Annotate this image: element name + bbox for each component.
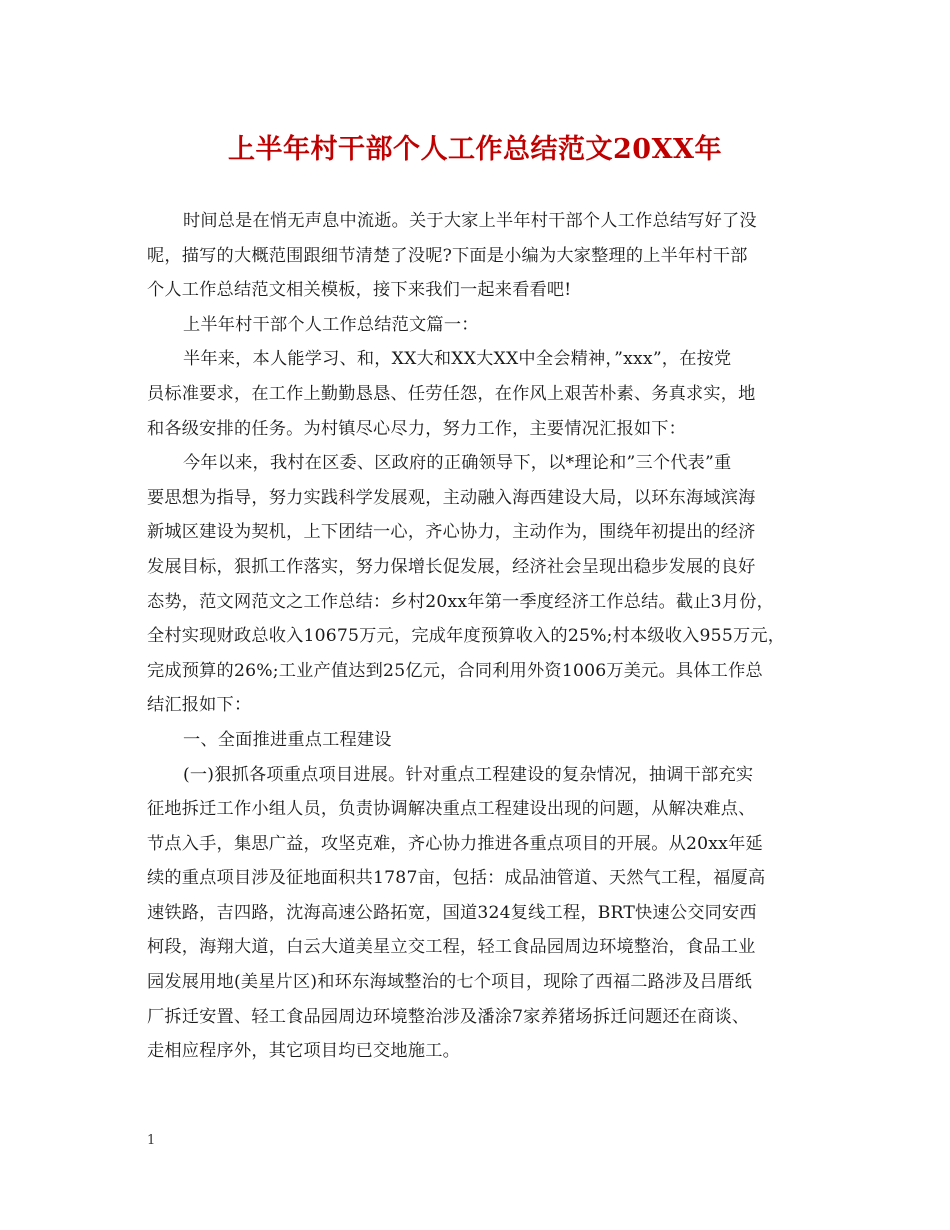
body-line: 呢，描写的大概范围跟细节清楚了没呢?下面是小编为大家整理的上半年村干部 bbox=[147, 245, 748, 266]
body-line: 续的重点项目涉及征地面积共1787亩，包括：成品油管道、天然气工程，福厦高 bbox=[147, 868, 766, 889]
body-line: 结汇报如下： bbox=[147, 695, 252, 716]
document-body bbox=[147, 204, 812, 1069]
body-line: 上半年村干部个人工作总结范文篇一： bbox=[183, 314, 479, 335]
body-line: 时间总是在悄无声息中流逝。关于大家上半年村干部个人工作总结写好了没 bbox=[183, 211, 757, 231]
body-line: 态势，范文网范文之工作总结：乡村20xx年第一季度经济工作总结。截止3月份， bbox=[147, 591, 774, 612]
body-line: 全村实现财政总收入10675万元，完成年度预算收入的25%;村本级收入955万元， bbox=[147, 626, 786, 647]
body-line: 速铁路，吉四路，沈海高速公路拓宽，国道324复线工程，BRT快速公交同安西 bbox=[147, 902, 757, 923]
page-number: 1 bbox=[147, 1133, 156, 1148]
body-line: 厂拆迁安置、轻工食品园周边环境整治涉及潘涂7家养猪场拆迁问题还在商谈、 bbox=[147, 1006, 750, 1027]
body-line: 发展目标，狠抓工作落实，努力保增长促发展，经济社会呈现出稳步发展的良好 bbox=[147, 556, 756, 577]
body-line: 一、全面推进重点工程建设 bbox=[183, 729, 392, 750]
body-line: 走相应程序外，其它项目均已交地施工。 bbox=[147, 1041, 460, 1062]
body-line: 要思想为指导，努力实践科学发展观，主动融入海西建设大局，以环东海域滨海 bbox=[147, 487, 756, 508]
body-line: 柯段，海翔大道，白云大道美星立交工程，轻工食品园周边环境整治，食品工业 bbox=[147, 937, 756, 958]
body-line: 园发展用地(美星片区)和环东海域整治的七个项目，现除了西福二路涉及吕厝纸 bbox=[147, 972, 752, 993]
body-line: (一)狠抓各项重点项目进展。针对重点工程建设的复杂情况，抽调干部充实 bbox=[183, 764, 754, 785]
body-line: 征地拆迁工作小组人员，负责协调解决重点工程建设出现的问题，从解决难点、 bbox=[147, 799, 756, 820]
body-line: 今年以来，我村在区委、区政府的正确领导下，以*理论和”三个代表”重 bbox=[183, 453, 732, 474]
document-title: 上半年村干部个人工作总结范文20XX年 bbox=[228, 134, 722, 165]
body-line: 节点入手，集思广益，攻坚克难，齐心协力推进各重点项目的开展。从20xx年延 bbox=[147, 833, 763, 854]
body-line: 新城区建设为契机，上下团结一心，齐心协力，主动作为，围绕年初提出的经济 bbox=[147, 522, 756, 543]
body-line: 和各级安排的任务。为村镇尽心尽力，努力工作，主要情况汇报如下： bbox=[147, 418, 687, 439]
body-line: 半年来，本人能学习、和，XX大和XX大XX中全会精神，”xxx”，在按党 bbox=[183, 349, 732, 370]
body-line: 员标准要求，在工作上勤勤恳恳、任劳任怨，在作风上艰苦朴素、务真求实，地 bbox=[147, 383, 756, 404]
body-line: 个人工作总结范文相关模板，接下来我们一起来看看吧! bbox=[147, 280, 572, 301]
body-line: 完成预算的26%;工业产值达到25亿元，合同利用外资1006万美元。具体工作总 bbox=[147, 660, 763, 681]
